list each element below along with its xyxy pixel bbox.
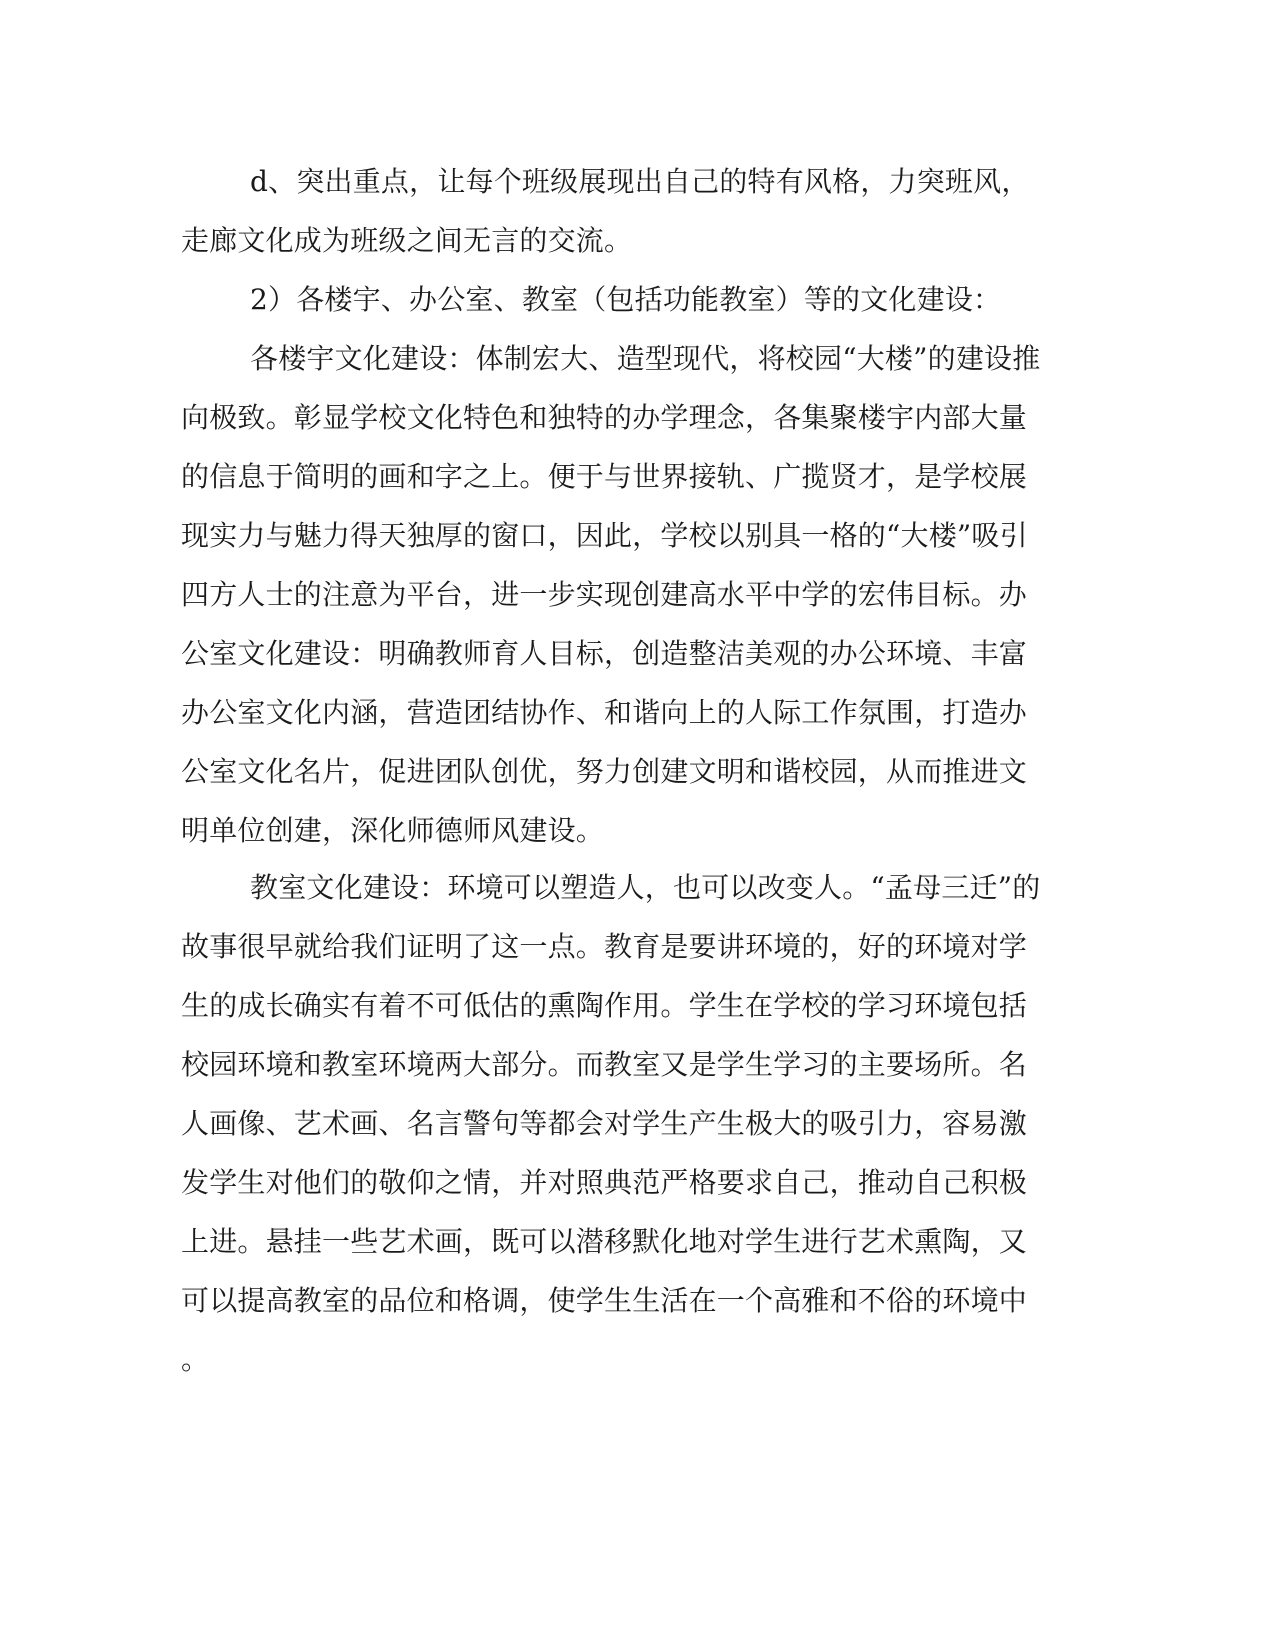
text-line: 明单位创建，深化师德师风建设。 bbox=[181, 814, 605, 847]
text-line: 各楼宇文化建设：体制宏大、造型现代，将校园“大楼”的建设推 bbox=[250, 342, 1041, 375]
text-line: 现实力与魅力得天独厚的窗口，因此，学校以别具一格的“大楼”吸引 bbox=[181, 519, 1028, 552]
text-line: d、突出重点，让每个班级展现出自己的特有风格，力突班风， bbox=[250, 165, 1030, 198]
text-line: 公室文化名片，促进团队创优，努力创建文明和谐校园，从而推进文 bbox=[181, 755, 1028, 788]
text-line: 发学生对他们的敬仰之情，并对照典范严格要求自己，推动自己积极 bbox=[181, 1166, 1028, 1199]
text-line: 校园环境和教室环境两大部分。而教室又是学生学习的主要场所。名 bbox=[181, 1048, 1028, 1081]
text-line: 公室文化建设：明确教师育人目标，创造整洁美观的办公环境、丰富 bbox=[181, 637, 1028, 670]
text-line: 四方人士的注意为平台，进一步实现创建高水平中学的宏伟目标。办 bbox=[181, 578, 1028, 611]
text-line: 走廊文化成为班级之间无言的交流。 bbox=[181, 224, 633, 257]
text-line: 。 bbox=[181, 1343, 210, 1376]
text-line: 生的成长确实有着不可低估的熏陶作用。学生在学校的学习环境包括 bbox=[181, 989, 1028, 1022]
text-line: 教室文化建设：环境可以塑造人，也可以改变人。“孟母三迁”的 bbox=[250, 871, 1041, 904]
text-line: 故事很早就给我们证明了这一点。教育是要讲环境的，好的环境对学 bbox=[181, 930, 1028, 963]
text-line: 的信息于简明的画和字之上。便于与世界接轨、广揽贤才，是学校展 bbox=[181, 460, 1028, 493]
text-line: 办公室文化内涵，营造团结协作、和谐向上的人际工作氛围，打造办 bbox=[181, 696, 1028, 729]
text-line: 上进。悬挂一些艺术画，既可以潜移默化地对学生进行艺术熏陶，又 bbox=[181, 1225, 1028, 1258]
text-line: 向极致。彰显学校文化特色和独特的办学理念，各集聚楼宇内部大量 bbox=[181, 401, 1028, 434]
text-line: 人画像、艺术画、名言警句等都会对学生产生极大的吸引力，容易激 bbox=[181, 1107, 1028, 1140]
text-line: 可以提高教室的品位和格调，使学生生活在一个高雅和不俗的环境中 bbox=[181, 1284, 1028, 1317]
text-line: 2）各楼宇、办公室、教室（包括功能教室）等的文化建设： bbox=[250, 283, 1002, 316]
